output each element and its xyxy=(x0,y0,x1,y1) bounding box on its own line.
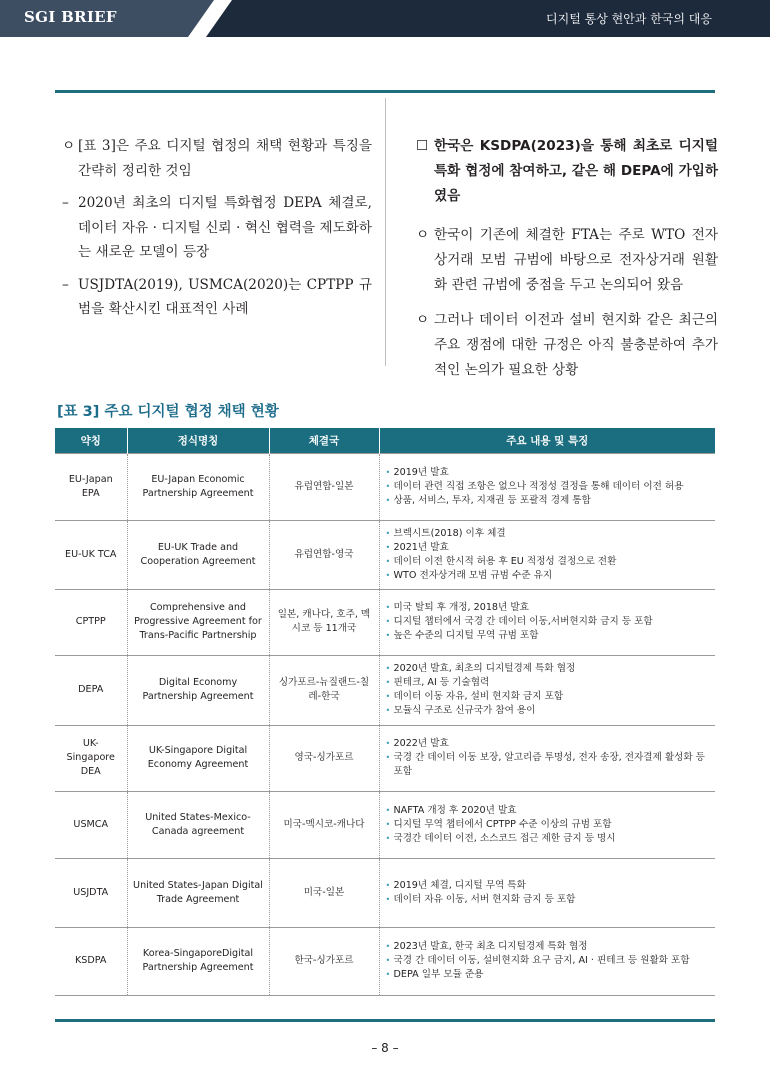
detail-item: • 2022년 발효 xyxy=(386,737,712,751)
bullet-marker: ㅇ xyxy=(416,227,430,243)
column-divider xyxy=(385,98,386,366)
name-cell: Comprehensive and Progressive Agreement for Trans-Pacific Partnership xyxy=(127,589,269,655)
abbr-cell: EU-UK TCA xyxy=(55,520,127,589)
parties-cell: 미국-멕시코-캐나다 xyxy=(269,791,379,858)
detail-item: • NAFTA 개정 후 2020년 발효 xyxy=(386,804,712,818)
table-row xyxy=(55,655,715,725)
details-cell xyxy=(379,725,715,791)
detail-item: • 디지털 무역 챕터에서 CPTPP 수준 이상의 규범 포함 xyxy=(386,818,712,832)
detail-item: • 데이터 자유 이동, 서버 현지화 금지 등 포함 xyxy=(386,893,712,907)
abbr-cell: USMCA xyxy=(55,791,127,858)
details-cell xyxy=(379,858,715,927)
parties-cell: 일본, 캐나다, 호주, 멕시코 등 11개국 xyxy=(269,589,379,655)
parties-cell: 미국-일본 xyxy=(269,858,379,927)
detail-item: • 데이터 이전 한시적 허용 후 EU 적정성 결정으로 전환 xyxy=(386,555,712,569)
list-item xyxy=(62,191,372,265)
abbr-cell: DEPA xyxy=(55,655,127,725)
detail-item: • WTO 전자상거래 모범 규범 수준 유지 xyxy=(386,569,712,583)
column-header: 정식명칭 xyxy=(127,428,269,453)
detail-item: • 2020년 발효, 최초의 디지털경제 특화 협정 xyxy=(386,662,712,676)
brief-brand: SGI BRIEF xyxy=(24,8,117,26)
table-row xyxy=(55,520,715,589)
page-header xyxy=(0,0,770,37)
abbr-cell: UK-Singapore DEA xyxy=(55,725,127,791)
details-cell xyxy=(379,791,715,858)
bottom-rule xyxy=(55,1019,715,1022)
abbr-cell: EU-Japan EPA xyxy=(55,453,127,520)
list-item xyxy=(62,273,372,322)
detail-item: • 국경 간 데이터 이동 보장, 알고리즘 투명성, 전자 송장, 전자결제 활성화 등 포함 xyxy=(386,751,712,779)
table-row xyxy=(55,453,715,520)
list-item xyxy=(416,308,718,383)
list-item-text: 그러나 데이터 이전과 설비 현지화 같은 최근의 주요 쟁점에 대한 규정은 아직 불충분하여 추가적인 논의가 필요한 상황 xyxy=(434,312,718,378)
page-number: – 8 – xyxy=(371,1041,399,1055)
detail-item: • 2019년 체결, 디지털 무역 특화 xyxy=(386,879,712,893)
abbr-cell: USJDTA xyxy=(55,858,127,927)
parties-cell: 한국-싱가포르 xyxy=(269,927,379,995)
parties-cell: 유럽연합-영국 xyxy=(269,520,379,589)
top-rule xyxy=(55,90,715,93)
detail-item: • DEPA 일부 모듈 준용 xyxy=(386,968,712,982)
details-cell xyxy=(379,453,715,520)
name-cell: Digital Economy Partnership Agreement xyxy=(127,655,269,725)
detail-item: • 국경 간 데이터 이동, 설비현지화 요구 금지, AI · 핀테크 등 원활화 포함 xyxy=(386,954,712,968)
column-header: 약칭 xyxy=(55,428,127,453)
digital-agreements-table xyxy=(55,428,715,996)
list-item-text: 2020년 최초의 디지털 특화협정 DEPA 체결로, 데이터 자유 · 디지털 신뢰 · 혁신 협력을 제도화하는 새로운 모델이 등장 xyxy=(78,195,372,260)
detail-item: • 데이터 이동 자유, 설비 현지화 금지 포함 xyxy=(386,690,712,704)
table-row xyxy=(55,725,715,791)
name-cell: United States-Japan Digital Trade Agreement xyxy=(127,858,269,927)
checkbox-marker: ☐ xyxy=(416,138,429,154)
dash-marker: – xyxy=(62,276,69,293)
details-cell xyxy=(379,589,715,655)
parties-cell: 유럽연합-일본 xyxy=(269,453,379,520)
detail-item: • 미국 탈퇴 후 개정, 2018년 발효 xyxy=(386,601,712,615)
name-cell: UK-Singapore Digital Economy Agreement xyxy=(127,725,269,791)
details-cell xyxy=(379,655,715,725)
detail-item: • 모듈식 구조로 신규국가 참여 용이 xyxy=(386,704,712,718)
table-header-row xyxy=(55,428,715,453)
table-row xyxy=(55,858,715,927)
list-item xyxy=(416,134,718,209)
detail-item: • 디지털 챕터에서 국경 간 데이터 이동,서버현지화 금지 등 포함 xyxy=(386,615,712,629)
list-item xyxy=(62,134,372,183)
dash-marker: – xyxy=(62,195,69,211)
detail-item: • 국경간 데이터 이전, 소스코드 접근 제한 금지 등 명시 xyxy=(386,832,712,846)
list-item-text: 한국은 KSDPA(2023)을 통해 최초로 디지털 특화 협정에 참여하고, 같은 해 DEPA에 가입하였음 xyxy=(434,138,718,204)
table-row xyxy=(55,927,715,995)
detail-item: • 상품, 서비스, 투자, 지재권 등 포괄적 경제 통합 xyxy=(386,494,712,508)
table-title: [표 3] 주요 디지털 협정 채택 현황 xyxy=(57,404,279,420)
parties-cell: 영국-싱가포르 xyxy=(269,725,379,791)
column-header: 주요 내용 및 특징 xyxy=(379,428,715,453)
list-item-text: [표 3]은 주요 디지털 협정의 채택 현황과 특징을 간략히 정리한 것임 xyxy=(78,138,372,179)
name-cell: EU-UK Trade and Cooperation Agreement xyxy=(127,520,269,589)
detail-item: • 데이터 관련 직접 조항은 없으나 적정성 결정을 통해 데이터 이전 허용 xyxy=(386,480,712,494)
detail-item: • 핀테크, AI 등 기술협력 xyxy=(386,676,712,690)
left-column xyxy=(62,134,372,330)
column-header: 체결국 xyxy=(269,428,379,453)
details-cell xyxy=(379,520,715,589)
detail-item: • 2023년 발효, 한국 최초 디지털경제 특화 협정 xyxy=(386,940,712,954)
details-cell xyxy=(379,927,715,995)
detail-item: • 높은 수준의 디지털 무역 규범 포함 xyxy=(386,629,712,643)
right-column xyxy=(416,134,718,393)
table-row xyxy=(55,791,715,858)
bullet-marker: ㅇ xyxy=(62,138,76,154)
detail-item: • 2019년 발효 xyxy=(386,466,712,480)
name-cell: United States-Mexico-Canada agreement xyxy=(127,791,269,858)
table-row xyxy=(55,589,715,655)
list-item-text: USJDTA(2019), USMCA(2020)는 CPTPP 규범을 확산시킨 대표적인 사례 xyxy=(78,276,372,317)
name-cell: EU-Japan Economic Partnership Agreement xyxy=(127,453,269,520)
bullet-marker: ㅇ xyxy=(416,312,430,328)
parties-cell: 싱가포르-뉴질랜드-칠레-한국 xyxy=(269,655,379,725)
abbr-cell: KSDPA xyxy=(55,927,127,995)
list-item-text: 한국이 기존에 체결한 FTA는 주로 WTO 전자상거래 모범 규범에 바탕으로 전자상거래 원활화 관련 규범에 중점을 두고 논의되어 왔음 xyxy=(434,227,718,293)
detail-item: • 2021년 발효 xyxy=(386,541,712,555)
name-cell: Korea-SingaporeDigital Partnership Agreement xyxy=(127,927,269,995)
abbr-cell: CPTPP xyxy=(55,589,127,655)
list-item xyxy=(416,223,718,298)
detail-item: • 브렉시트(2018) 이후 체결 xyxy=(386,527,712,541)
document-title: 디지털 통상 현안과 한국의 대응 xyxy=(546,12,712,26)
